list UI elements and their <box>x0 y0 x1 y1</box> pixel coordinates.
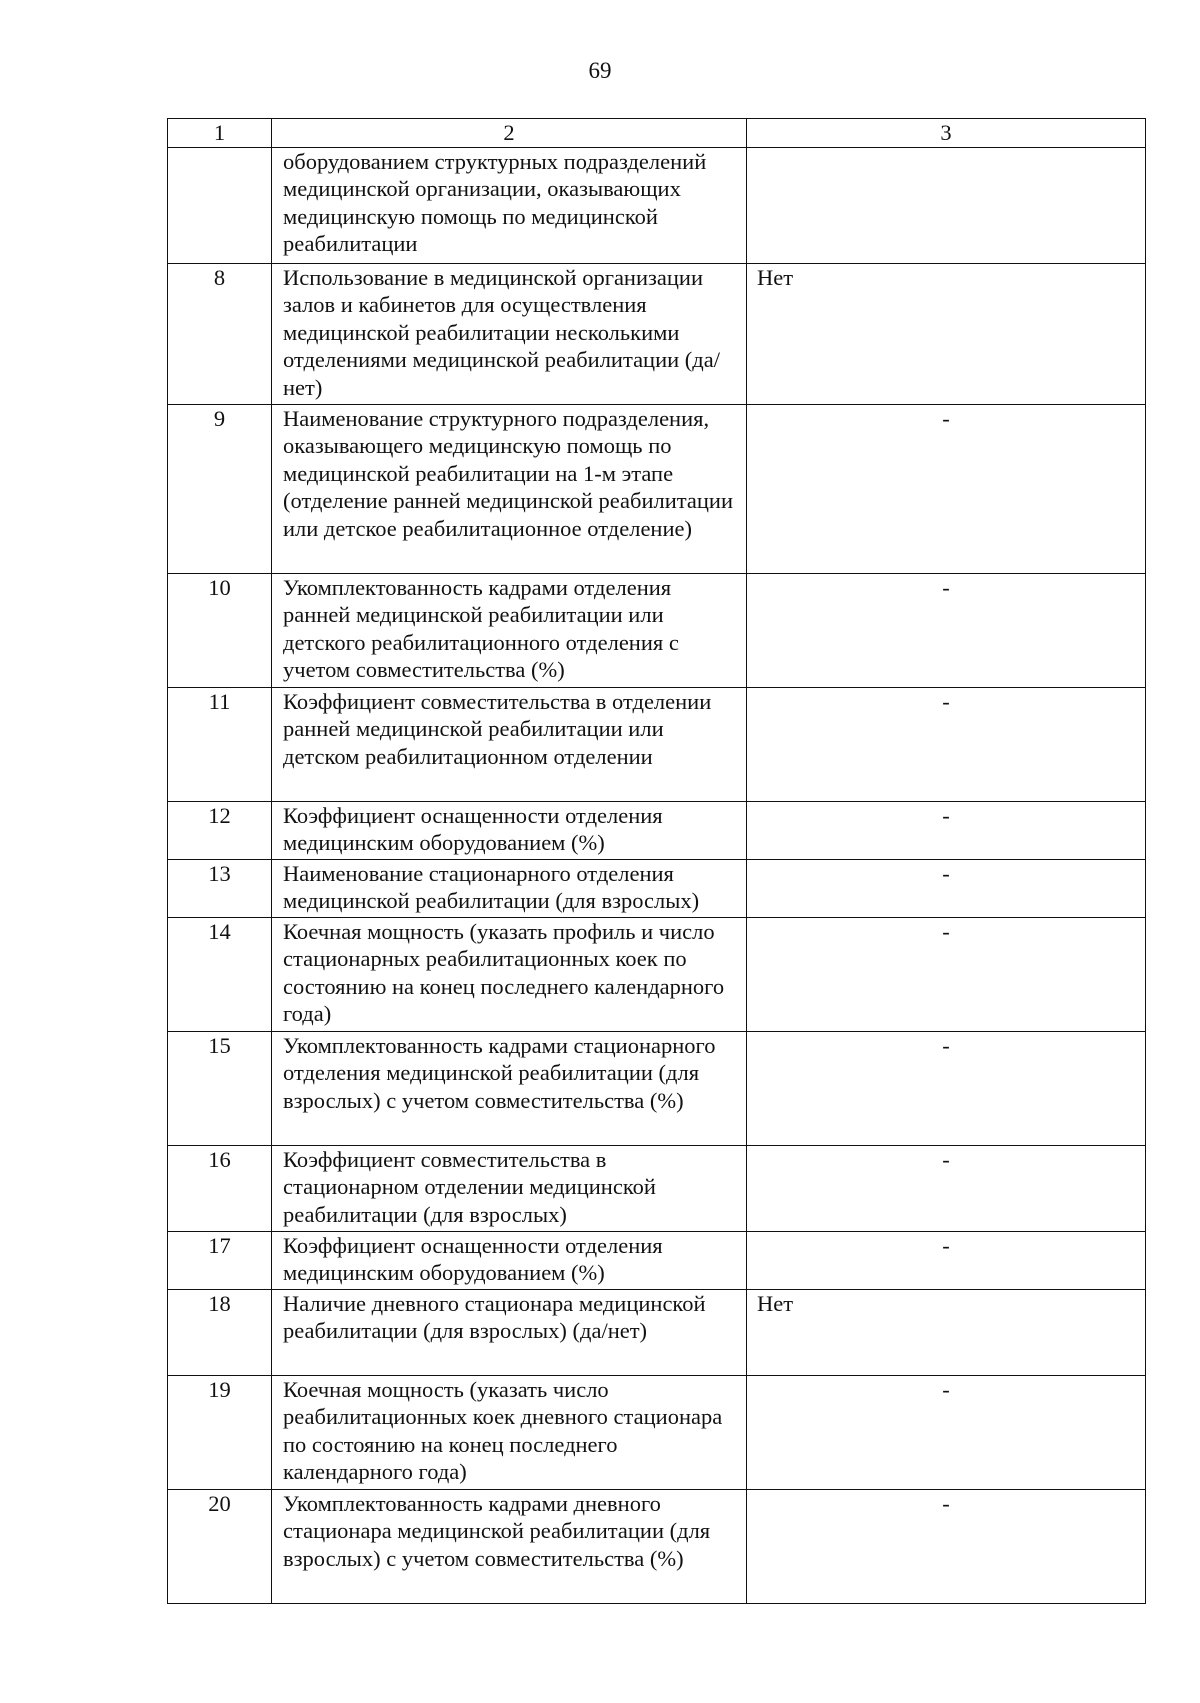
table-row <box>168 573 1146 687</box>
row-value: - <box>942 574 950 600</box>
row-number: 15 <box>168 1031 272 1145</box>
table-row <box>168 404 1146 573</box>
row-number: 11 <box>168 687 272 801</box>
row-indicator: Наименование структурного подразделения, оказывающего медицинскую помощь по медицинской реабилитации на 1-м этапе (отделение ранней медицинской реабилитации или детское реабилитационное отделение) <box>272 404 747 573</box>
row-number: 13 <box>168 859 272 917</box>
row-value: - <box>942 1032 950 1058</box>
row-value: - <box>942 1490 950 1516</box>
row-value: - <box>942 1232 950 1258</box>
row-indicator: Использование в медицинской организации залов и кабинетов для осуществления медицинской реабилитации несколькими отделениями медицинской реабилитации (да/нет) <box>272 263 747 404</box>
table-row <box>168 687 1146 801</box>
row-number: 19 <box>168 1375 272 1489</box>
indicators-table <box>167 118 1146 1604</box>
table-row <box>168 801 1146 859</box>
row-indicator: Коэффициент оснащенности отделения медицинским оборудованием (%) <box>272 1231 747 1289</box>
page-number: 69 <box>588 58 612 83</box>
table-row <box>168 1489 1146 1603</box>
row-value: - <box>942 1376 950 1402</box>
row-indicator: Коечная мощность (указать число реабилитационных коек дневного стационара по состоянию на конец последнего календарного года) <box>272 1375 747 1489</box>
row-value <box>747 147 1146 263</box>
table-row <box>168 263 1146 404</box>
row-value: Нет <box>747 263 1146 404</box>
row-number: 10 <box>168 573 272 687</box>
row-indicator: Коечная мощность (указать профиль и число стационарных реабилитационных коек по состоянию на конец последнего календарного года) <box>272 917 747 1031</box>
row-value: - <box>942 1146 950 1172</box>
table-row <box>168 1031 1146 1145</box>
row-value: Нет <box>747 1289 1146 1375</box>
table-row <box>168 917 1146 1031</box>
table-row <box>168 147 1146 263</box>
row-indicator: Коэффициент совместительства в отделении ранней медицинской реабилитации или детском реабилитационном отделении <box>272 687 747 801</box>
row-number: 17 <box>168 1231 272 1289</box>
row-value: - <box>942 860 950 886</box>
row-number: 18 <box>168 1289 272 1375</box>
row-indicator: Коэффициент совместительства в стационарном отделении медицинской реабилитации (для взрослых) <box>272 1145 747 1231</box>
column-header: 3 <box>747 119 1146 148</box>
row-indicator: Укомплектованность кадрами дневного стационара медицинской реабилитации (для взрослых) с учетом совместительства (%) <box>272 1489 747 1603</box>
row-number <box>168 147 272 263</box>
row-value: - <box>942 802 950 828</box>
row-indicator: Коэффициент оснащенности отделения медицинским оборудованием (%) <box>272 801 747 859</box>
table-header-row <box>168 119 1146 148</box>
row-value: - <box>942 688 950 714</box>
row-indicator: оборудованием структурных подразделений медицинской организации, оказывающих медицинскую помощь по медицинской реабилитации <box>272 147 747 263</box>
row-indicator: Наличие дневного стационара медицинской реабилитации (для взрослых) (да/нет) <box>272 1289 747 1375</box>
row-indicator: Наименование стационарного отделения медицинской реабилитации (для взрослых) <box>272 859 747 917</box>
table-row <box>168 1231 1146 1289</box>
table-row <box>168 859 1146 917</box>
table-row <box>168 1375 1146 1489</box>
row-number: 8 <box>168 263 272 404</box>
row-indicator: Укомплектованность кадрами отделения ранней медицинской реабилитации или детского реабилитационного отделения с учетом совместительства (%) <box>272 573 747 687</box>
row-number: 12 <box>168 801 272 859</box>
row-value: - <box>942 405 950 431</box>
table-row <box>168 1289 1146 1375</box>
table-row <box>168 1145 1146 1231</box>
row-number: 20 <box>168 1489 272 1603</box>
row-number: 16 <box>168 1145 272 1231</box>
row-indicator: Укомплектованность кадрами стационарного отделения медицинской реабилитации (для взрослых) с учетом совместительства (%) <box>272 1031 747 1145</box>
column-header: 2 <box>272 119 747 148</box>
column-header: 1 <box>168 119 272 148</box>
row-number: 14 <box>168 917 272 1031</box>
row-value: - <box>942 918 950 944</box>
row-number: 9 <box>168 404 272 573</box>
